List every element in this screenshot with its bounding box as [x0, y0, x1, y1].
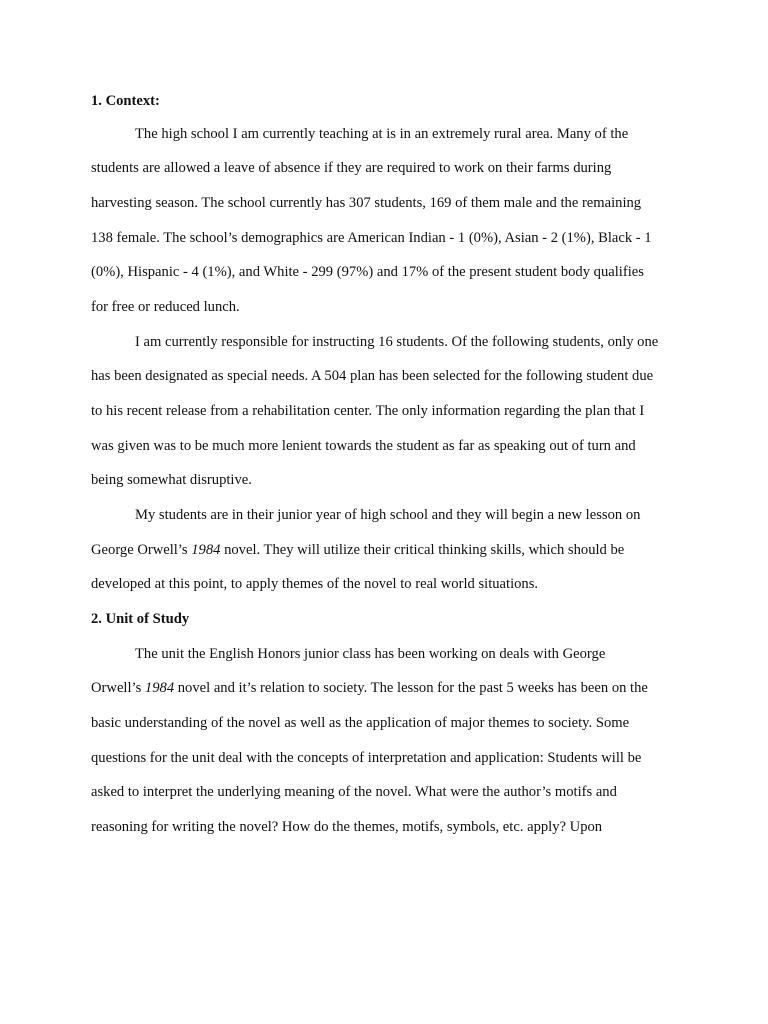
- book-title: 1984: [191, 542, 221, 558]
- book-title: 1984: [144, 680, 175, 696]
- text-line: students are allowed a leave of absence if they are required to work on their farms during: [91, 160, 612, 176]
- text-line: 138 female. The school’s demographics are American Indian - 1 (0%), Asian - 2 (1%), Black - 1: [91, 230, 652, 246]
- text-line: My students are in their junior year of high school and they will begin a new lesson on: [135, 507, 641, 523]
- text-line: The high school I am currently teaching at is in an extremely rural area. Many of the: [135, 126, 629, 142]
- text-line: was given was to be much more lenient towards the student as far as speaking out of turn and: [91, 438, 636, 454]
- text-line: (0%), Hispanic - 4 (1%), and White - 299 (97%) and 17% of the present student body qualifies: [91, 264, 644, 280]
- text-line-with-title: [91, 678, 648, 698]
- text-line: has been designated as special needs. A 504 plan has been selected for the following student due: [91, 368, 654, 384]
- section-heading-context: 1. Context:: [91, 93, 160, 109]
- text-line: being somewhat disruptive.: [91, 472, 252, 488]
- text-line: to his recent release from a rehabilitation center. The only information regarding the plan that I: [91, 403, 645, 419]
- text-run: novel and it’s relation to society. The lesson for the past 5 weeks has been on the: [174, 680, 648, 696]
- text-run: Orwell’s: [91, 680, 145, 696]
- text-line: developed at this point, to apply themes of the novel to real world situations.: [91, 576, 539, 592]
- text-line: harvesting season. The school currently has 307 students, 169 of them male and the remaining: [91, 195, 642, 211]
- text-line: questions for the unit deal with the concepts of interpretation and application: Students will be: [91, 750, 642, 766]
- text-line: for free or reduced lunch.: [91, 299, 240, 315]
- text-line: The unit the English Honors junior class has been working on deals with George: [135, 646, 606, 662]
- text-line: asked to interpret the underlying meaning of the novel. What were the author’s motifs and: [91, 784, 617, 800]
- text-line: reasoning for writing the novel? How do the themes, motifs, symbols, etc. apply? Upon: [91, 819, 603, 835]
- text-run: novel. They will utilize their critical thinking skills, which should be: [220, 542, 625, 558]
- text-line: basic understanding of the novel as well as the application of major themes to society. Some: [91, 715, 630, 731]
- text-line-with-title: [91, 540, 624, 560]
- text-run: George Orwell’s: [91, 542, 192, 558]
- section-heading-unit-of-study: 2. Unit of Study: [91, 611, 190, 627]
- text-line: I am currently responsible for instructing 16 students. Of the following students, only one: [135, 334, 659, 350]
